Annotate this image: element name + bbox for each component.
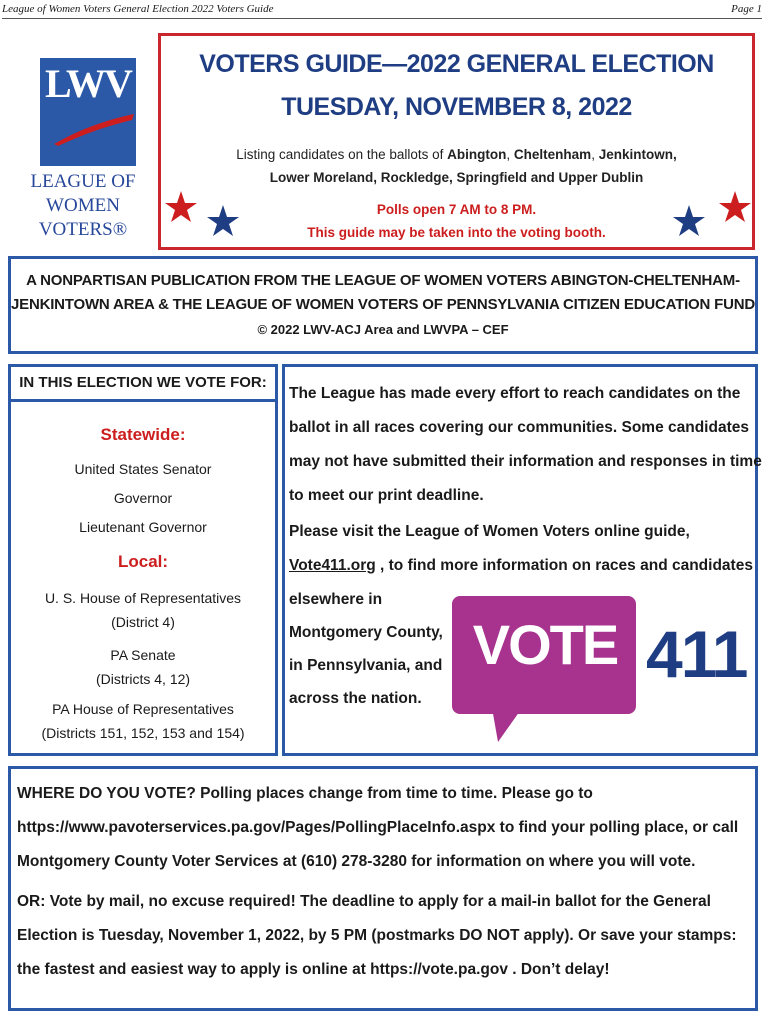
where-line: the fastest and easiest way to apply is online at https://vote.pa.gov . Don’t delay! xyxy=(17,961,610,978)
title-box xyxy=(158,33,755,250)
info-line: in Pennsylvania, and xyxy=(289,657,443,674)
office-item: PA Senate xyxy=(110,647,176,663)
info-line-link xyxy=(289,557,753,575)
page-number: Page 1 xyxy=(731,3,762,15)
page-title: VOTERS GUIDE—2022 GENERAL ELECTION xyxy=(199,50,714,78)
office-item: United States Senator xyxy=(74,461,212,477)
office-item: Governor xyxy=(113,490,173,506)
listing-sep2: , xyxy=(591,147,599,162)
office-item: Lieutenant Governor xyxy=(79,519,207,535)
lwv-logo xyxy=(8,50,158,240)
where-line: OR: Vote by mail, no excuse required! The deadline to apply for a mail-in ballot for the General xyxy=(17,893,711,910)
office-district: (Districts 4, 12) xyxy=(95,671,191,687)
info-line: may not have submitted their information and responses in time xyxy=(289,453,762,470)
statewide-label: Statewide: xyxy=(100,425,186,444)
lwv-mark: LWV xyxy=(45,61,131,106)
lwv-name-line2: WOMEN VOTERS® xyxy=(38,195,128,240)
town-cheltenham: Cheltenham xyxy=(513,147,592,162)
vote411-link[interactable]: Vote411.org xyxy=(289,557,376,574)
running-header-title: League of Women Voters General Election 2022 Voters Guide xyxy=(2,3,274,15)
publication-line1: A NONPARTISAN PUBLICATION FROM THE LEAGUE OF WOMEN VOTERS ABINGTON-CHELTENHAM- xyxy=(26,272,740,289)
listing-prefix: Listing candidates on the ballots of xyxy=(236,147,448,162)
speech-tail-icon xyxy=(492,708,522,742)
navy-star-icon xyxy=(206,204,240,238)
vote-for-heading: IN THIS ELECTION WE VOTE FOR: xyxy=(11,367,275,402)
info-after-link: , to find more information on races and candidates xyxy=(375,557,753,574)
town-abington: Abington xyxy=(447,147,507,162)
info-line: Montgomery County, xyxy=(289,624,443,641)
vote411-word: VOTE xyxy=(472,613,618,676)
vote-for-box xyxy=(8,364,278,756)
publication-line2: JENKINTOWN AREA & THE LEAGUE OF WOMEN VOTERS OF PENNSYLVANIA CITIZEN EDUCATION FUND xyxy=(11,296,755,313)
where-line: Election is Tuesday, November 1, 2022, by 5 PM (postmarks DO NOT apply). Or save your stamps: xyxy=(17,927,737,944)
info-line: across the nation. xyxy=(289,690,422,707)
copyright: © 2022 LWV-ACJ Area and LWVPA – CEF xyxy=(257,322,509,337)
red-star-icon xyxy=(164,190,198,224)
listing-line1 xyxy=(161,147,752,162)
info-line: ballot in all races covering our communities. Some candidates xyxy=(289,419,749,436)
local-label: Local: xyxy=(117,552,169,571)
info-line: Please visit the League of Women Voters online guide, xyxy=(289,523,690,540)
lwv-name xyxy=(8,170,158,242)
where-line: WHERE DO YOU VOTE? Polling places change from time to time. Please go to xyxy=(17,785,593,802)
where-line: Montgomery County Voter Services at (610) 278-3280 for information on where you will vote. xyxy=(17,853,696,870)
logo-swoosh-icon xyxy=(52,108,136,148)
lwv-name-line1: LEAGUE OF xyxy=(30,171,136,192)
town-jenkintown: Jenkintown, xyxy=(598,147,677,162)
vote411-number: 411 xyxy=(646,617,747,691)
booth-note: This guide may be taken into the voting booth. xyxy=(307,225,606,240)
red-star-icon xyxy=(718,190,752,224)
info-line: The League has made every effort to reach candidates on the xyxy=(289,385,741,402)
where-to-vote-box xyxy=(8,766,758,1011)
navy-star-icon xyxy=(672,204,706,238)
where-line: https://www.pavoterservices.pa.gov/Pages/PollingPlaceInfo.aspx to find your polling place, or call xyxy=(17,819,739,836)
publication-statement xyxy=(11,269,755,317)
election-date: TUESDAY, NOVEMBER 8, 2022 xyxy=(281,93,632,121)
office-item: U. S. House of Representatives xyxy=(44,590,242,606)
running-header xyxy=(2,2,762,19)
listing-sep1: , xyxy=(506,147,514,162)
listing-line2: Lower Moreland, Rockledge, Springfield and Upper Dublin xyxy=(269,170,644,185)
vote411-logo xyxy=(452,596,752,746)
nonpartisan-banner xyxy=(8,256,758,354)
info-line: elsewhere in xyxy=(289,591,383,608)
office-item: PA House of Representatives xyxy=(52,701,234,717)
office-district: (Districts 151, 152, 153 and 154) xyxy=(41,725,245,741)
info-line: to meet our print deadline. xyxy=(289,487,484,504)
office-district: (District 4) xyxy=(111,614,175,630)
polls-hours: Polls open 7 AM to 8 PM. xyxy=(376,202,537,217)
